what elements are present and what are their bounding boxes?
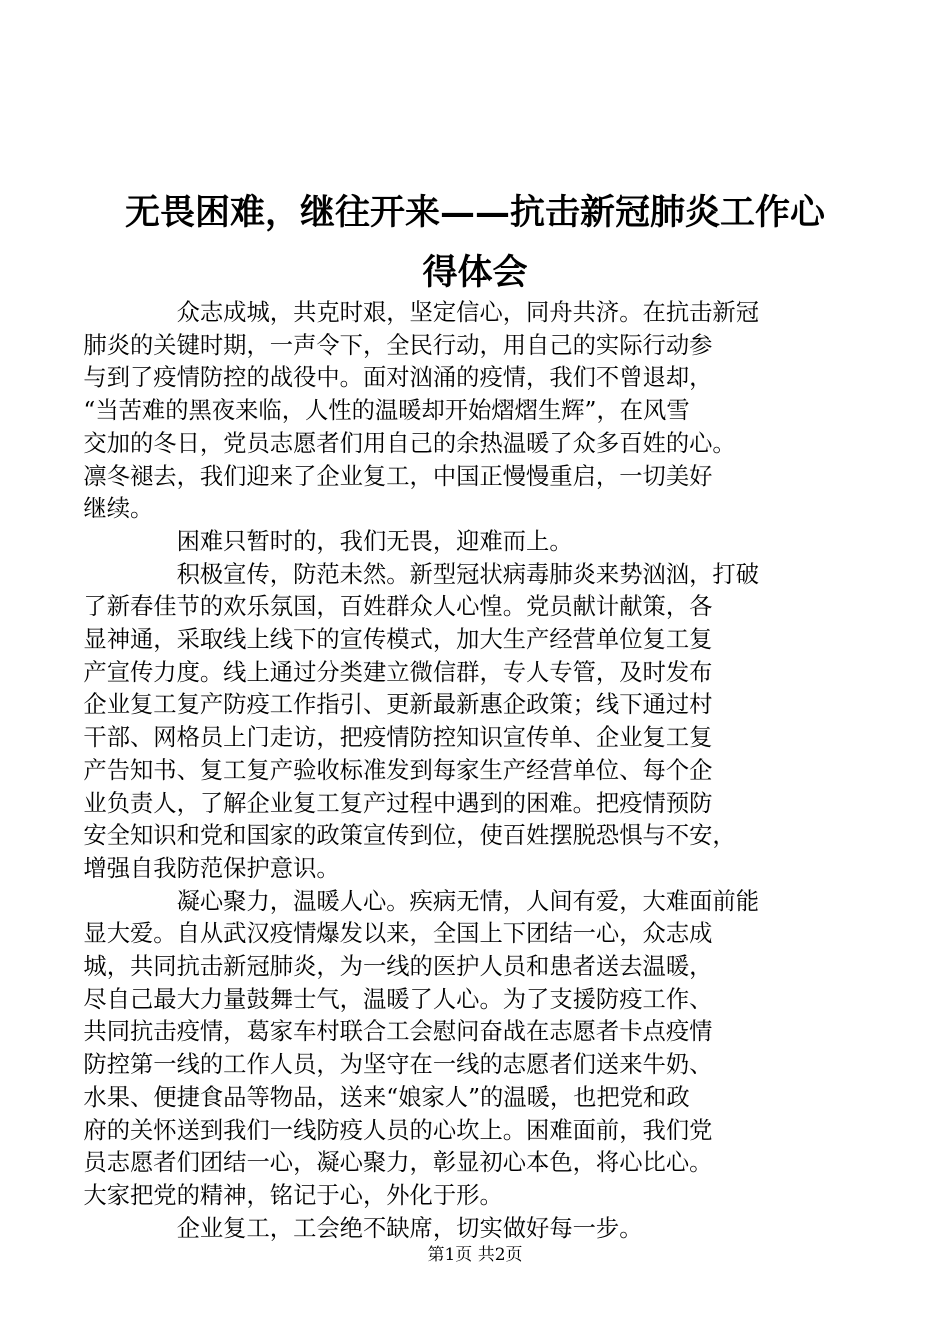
paragraph-line: 交加的冬日，党员志愿者们用自己的余热温暖了众多百姓的心。 [83, 429, 736, 457]
paragraph-line: 增强自我防范保护意识。 [83, 854, 340, 882]
paragraph-line: 企业复工复产防疫工作指引、更新最新惠企政策；线下通过村 [83, 691, 713, 719]
paragraph [83, 559, 830, 886]
paragraph-line: 了新春佳节的欢乐氛国，百姓群众人心惶。党员献计献策，各 [83, 593, 713, 621]
paragraph-line: 干部、网格员上门走访，把疫情防控知识宣传单、企业复工复 [83, 724, 713, 752]
document-title [120, 183, 830, 303]
paragraph-line: 显大爱。自从武汉疫情爆发以来，全国上下团结一心，众志成 [83, 920, 713, 948]
paragraph-line: 业负责人，了解企业复工复产过程中遇到的困难。把疫情预防 [83, 789, 713, 817]
paragraph-line: 防控第一线的工作人员，为坚守在一线的志愿者们送来牛奶、 [83, 1051, 713, 1079]
paragraph-line: 大家把党的精神，铭记于心，外化于形。 [83, 1181, 503, 1209]
paragraph [83, 886, 830, 1213]
paragraph-line: 与到了疫情防控的战役中。面对汹涌的疫情，我们不曾退却， [83, 364, 713, 392]
paragraph-line: 继续。 [83, 495, 154, 523]
document-body [83, 297, 830, 1245]
paragraph [83, 297, 830, 526]
paragraph-line: 府的关怀送到我们一线防疫人员的心坎上。困难面前，我们党 [83, 1116, 713, 1144]
paragraph-line: 尽自己最大力量鼓舞士气，温暖了人心。为了支援防疫工作、 [83, 985, 713, 1013]
title-line-1: 无畏困难，继往开来——抗击新冠肺炎工作心 [124, 192, 825, 233]
paragraph-line: 城，共同抗击新冠肺炎，为一线的医护人员和患者送去温暖， [83, 953, 713, 981]
paragraph-line: 困难只暂时的，我们无畏，迎难而上。 [176, 527, 573, 555]
paragraph-line: 安全知识和党和国家的政策宣传到位，使百姓摆脱恐惧与不安， [83, 822, 736, 850]
paragraph-line: 积极宣传，防范未然。新型冠状病毒肺炎来势汹汹，打破 [176, 560, 760, 588]
title-line-2: 得体会 [422, 252, 528, 293]
paragraph-line: “当苦难的黑夜来临，人性的温暖却开始熠熠生辉”，在风雪 [83, 397, 690, 425]
paragraph-line: 肺炎的关键时期，一声令下，全民行动，用自己的实际行动参 [83, 331, 713, 359]
paragraph-line: 产告知书、复工复产验收标准发到每家生产经营单位、每个企 [83, 756, 713, 784]
paragraph-line: 水果、便捷食品等物品，送来“娘家人”的温暖，也把党和政 [83, 1083, 690, 1111]
paragraph-line: 共同抗击疫情，葛家车村联合工会慰问奋战在志愿者卡点疫情 [83, 1018, 713, 1046]
paragraph-line: 凝心聚力，温暖人心。疾病无情，人间有爱，大难面前能 [176, 887, 760, 915]
paragraph-line: 产宣传力度。线上通过分类建立微信群，专人专管，及时发布 [83, 658, 713, 686]
paragraph-line: 企业复工，工会绝不缺席，切实做好每一步。 [176, 1214, 643, 1242]
paragraph-line: 显神通，采取线上线下的宣传模式，加大生产经营单位复工复 [83, 626, 713, 654]
paragraph [130, 1213, 830, 1246]
paragraph-line: 员志愿者们团结一心，凝心聚力，彰显初心本色，将心比心。 [83, 1149, 713, 1177]
paragraph-line: 众志成城，共克时艰，坚定信心，同舟共济。在抗击新冠 [176, 299, 760, 326]
paragraph [130, 526, 830, 559]
paragraph-line: 凛冬褪去，我们迎来了企业复工，中国正慢慢重启，一切美好 [83, 462, 713, 490]
page-footer: 第1页 共2页 [427, 1245, 523, 1265]
